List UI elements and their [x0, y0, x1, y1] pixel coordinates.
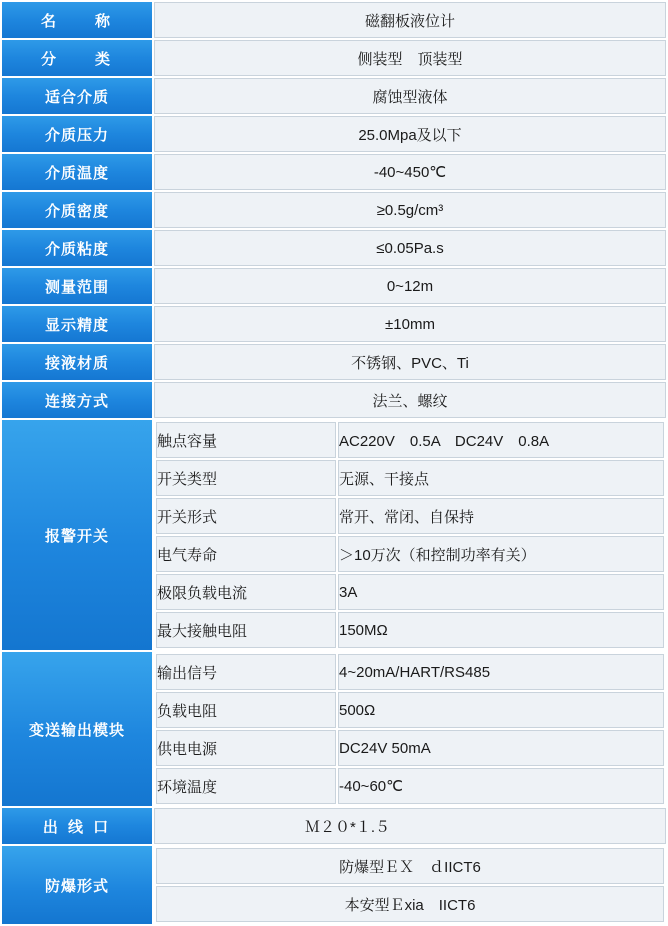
row-label-range: 测量范围 — [2, 268, 152, 304]
list-item — [156, 654, 664, 690]
row-value-range: 0~12m — [154, 268, 666, 304]
row-value-density: ≥0.5g/cm³ — [154, 192, 666, 228]
row-value-name: 磁翻板液位计 — [154, 2, 666, 38]
explosion-proof-value-1: 防爆型ＥＸ ｄIICT6 — [156, 848, 664, 884]
list-item — [156, 612, 664, 648]
power-supply-label: 供电电源 — [156, 730, 336, 766]
table-row-group-transmitter — [2, 652, 666, 806]
alarm-switch-form-value: 常开、常闭、自保持 — [338, 498, 664, 534]
table-row — [2, 808, 666, 844]
alarm-electrical-life-label: 电气寿命 — [156, 536, 336, 572]
alarm-electrical-life-value: ＞10万次（和控制功率有关） — [338, 536, 664, 572]
alarm-contact-capacity-label: 触点容量 — [156, 422, 336, 458]
load-resistance-label: 负载电阻 — [156, 692, 336, 728]
group-label-alarm-switch: 报警开关 — [2, 420, 152, 650]
list-item — [156, 848, 664, 884]
ambient-temperature-value: -40~60℃ — [338, 768, 664, 804]
alarm-switch-subtable — [154, 420, 666, 650]
row-value-medium: 腐蚀型液体 — [154, 78, 666, 114]
explosion-proof-subtable-cell — [154, 846, 666, 924]
row-label-name: 名 称 — [2, 2, 152, 38]
list-item — [156, 498, 664, 534]
table-row-group-alarm-switch — [2, 420, 666, 650]
list-item — [156, 422, 664, 458]
explosion-proof-subtable — [154, 846, 666, 924]
alarm-switch-subtable-cell — [154, 420, 666, 650]
row-value-viscosity: ≤0.05Pa.s — [154, 230, 666, 266]
list-item — [156, 536, 664, 572]
row-value-pressure: 25.0Mpa及以下 — [154, 116, 666, 152]
group-label-explosion-proof: 防爆形式 — [2, 846, 152, 924]
transmitter-subtable-cell — [154, 652, 666, 806]
alarm-switch-type-label: 开关类型 — [156, 460, 336, 496]
explosion-proof-value-2: 本安型Ｅxia IICT6 — [156, 886, 664, 922]
output-signal-value: 4~20mA/HART/RS485 — [338, 654, 664, 690]
row-label-temperature: 介质温度 — [2, 154, 152, 190]
alarm-max-load-current-label: 极限负载电流 — [156, 574, 336, 610]
spec-table-body — [2, 2, 666, 924]
row-value-classification: 侧装型 顶装型 — [154, 40, 666, 76]
list-item — [156, 768, 664, 804]
row-label-connection: 连接方式 — [2, 382, 152, 418]
alarm-contact-capacity-value: AC220V 0.5A DC24V 0.8A — [338, 422, 664, 458]
list-item — [156, 460, 664, 496]
table-row-group-explosion-proof — [2, 846, 666, 924]
alarm-max-load-current-value: 3A — [338, 574, 664, 610]
table-row — [2, 306, 666, 342]
row-label-outlet: 出 线 口 — [2, 808, 152, 844]
row-value-outlet: Ｍ２０*１.５ — [154, 808, 666, 844]
table-row — [2, 40, 666, 76]
row-value-connection: 法兰、螺纹 — [154, 382, 666, 418]
table-row — [2, 230, 666, 266]
row-label-pressure: 介质压力 — [2, 116, 152, 152]
table-row — [2, 268, 666, 304]
table-row — [2, 78, 666, 114]
group-label-transmitter-module: 变送输出模块 — [2, 652, 152, 806]
transmitter-subtable — [154, 652, 666, 806]
alarm-max-contact-resistance-value: 150MΩ — [338, 612, 664, 648]
alarm-max-contact-resistance-label: 最大接触电阻 — [156, 612, 336, 648]
load-resistance-value: 500Ω — [338, 692, 664, 728]
list-item — [156, 886, 664, 922]
row-value-accuracy: ±10mm — [154, 306, 666, 342]
row-value-wetted-material: 不锈钢、PVC、Ti — [154, 344, 666, 380]
ambient-temperature-label: 环境温度 — [156, 768, 336, 804]
row-label-density: 介质密度 — [2, 192, 152, 228]
power-supply-value: DC24V 50mA — [338, 730, 664, 766]
list-item — [156, 730, 664, 766]
row-label-viscosity: 介质粘度 — [2, 230, 152, 266]
row-label-medium: 适合介质 — [2, 78, 152, 114]
table-row — [2, 192, 666, 228]
table-row — [2, 154, 666, 190]
list-item — [156, 692, 664, 728]
table-row — [2, 344, 666, 380]
alarm-switch-form-label: 开关形式 — [156, 498, 336, 534]
table-row — [2, 116, 666, 152]
alarm-switch-type-value: 无源、干接点 — [338, 460, 664, 496]
row-label-wetted-material: 接液材质 — [2, 344, 152, 380]
table-row — [2, 382, 666, 418]
row-label-accuracy: 显示精度 — [2, 306, 152, 342]
output-signal-label: 输出信号 — [156, 654, 336, 690]
list-item — [156, 574, 664, 610]
row-value-temperature: -40~450℃ — [154, 154, 666, 190]
table-row — [2, 2, 666, 38]
row-label-classification: 分 类 — [2, 40, 152, 76]
